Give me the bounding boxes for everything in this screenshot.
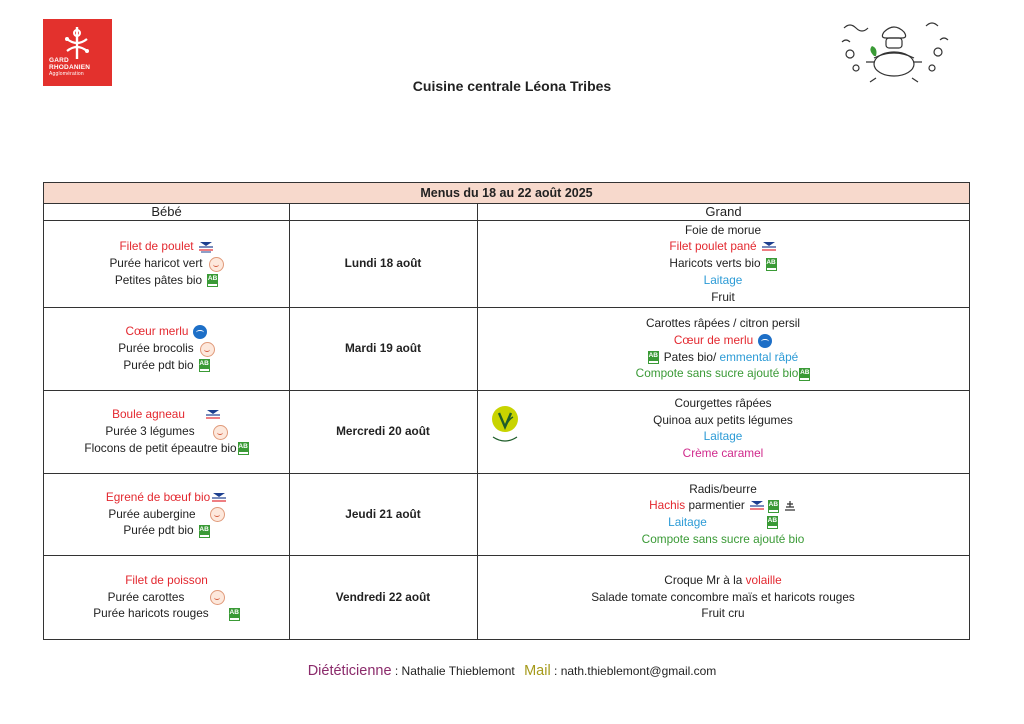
menu-item: Cœur de merlu xyxy=(673,332,754,347)
menu-item: emmental râpé xyxy=(719,349,799,364)
gard-rhodanien-logo xyxy=(43,19,112,86)
baby-face-icon xyxy=(210,590,225,605)
logo-line1: GARD xyxy=(49,57,69,64)
baby-face-icon xyxy=(209,257,224,272)
grand-menu-tuesday xyxy=(477,307,969,390)
menu-item: Purée pdt bio xyxy=(123,357,194,372)
mail-label: Mail xyxy=(524,663,551,679)
organic-ab-icon: AB xyxy=(799,368,810,381)
day-wednesday xyxy=(289,390,477,473)
menu-item: Filet poulet pané xyxy=(669,239,757,254)
menu-item: Pates bio/ xyxy=(663,349,717,364)
french-origin-icon xyxy=(749,499,765,513)
footer-contact xyxy=(0,663,1024,679)
menu-item: Foie de morue xyxy=(684,222,762,237)
menu-item: Boule agneau xyxy=(112,407,185,422)
day-tuesday xyxy=(289,307,477,390)
day-monday xyxy=(289,220,477,307)
label-rouge-icon xyxy=(783,500,797,512)
dietitian-name: Nathalie Thieblemont xyxy=(401,664,515,678)
menu-item: Purée haricot vert xyxy=(109,256,203,271)
menu-item: Crème caramel xyxy=(682,446,764,461)
grand-menu-wednesday xyxy=(477,390,969,473)
french-origin-icon xyxy=(761,240,777,254)
bebe-menu-tuesday xyxy=(44,307,289,390)
organic-ab-icon: AB xyxy=(199,525,210,538)
menu-item: Quinoa aux petits légumes xyxy=(653,412,793,427)
menu-item: volaille xyxy=(745,572,782,587)
day-label: Jeudi 21 août xyxy=(345,506,421,521)
organic-ab-icon: AB xyxy=(229,608,240,621)
menu-item: Purée 3 légumes xyxy=(105,424,195,439)
separator: : xyxy=(550,664,561,678)
french-origin-icon xyxy=(198,240,214,254)
menu-item: Fruit xyxy=(711,289,735,304)
baby-face-icon xyxy=(200,342,215,357)
menu-item: Purée brocolis xyxy=(118,341,194,356)
menu-item: Cœur merlu xyxy=(125,324,189,339)
day-thursday xyxy=(289,473,477,555)
organic-ab-icon: AB xyxy=(768,500,779,513)
chef-cooking-icon xyxy=(836,18,952,84)
separator: : xyxy=(391,664,402,678)
baby-face-icon xyxy=(213,425,228,440)
french-origin-icon xyxy=(211,491,227,505)
menu-item: Filet de poulet xyxy=(119,239,194,254)
bebe-menu-monday xyxy=(44,220,289,307)
menu-item: Salade tomate concombre maïs et haricots rouges xyxy=(591,589,855,604)
menu-item: Egrené de bœuf bio xyxy=(105,489,211,504)
menu-item: Flocons de petit épeautre bio xyxy=(84,440,237,455)
organic-ab-icon: AB xyxy=(238,442,249,455)
menu-item: Laitage xyxy=(668,515,707,529)
menu-item: Compote sans sucre ajouté bio xyxy=(641,531,805,546)
menu-item: Hachis xyxy=(649,498,686,513)
column-header-grand: Grand xyxy=(705,204,742,219)
menu-item: parmentier xyxy=(688,498,745,513)
grand-menu-thursday xyxy=(477,473,969,555)
baby-face-icon xyxy=(210,507,225,522)
bebe-menu-wednesday xyxy=(44,390,289,473)
mail-address[interactable]: nath.thieblemont@gmail.com xyxy=(560,664,717,678)
organic-ab-icon: AB xyxy=(767,516,778,529)
menu-item: Courgettes râpées xyxy=(674,396,772,410)
french-origin-icon xyxy=(205,408,221,422)
day-label: Mardi 19 août xyxy=(344,341,422,356)
menu-item: Laitage xyxy=(703,272,743,287)
menu-item: Radis/beurre xyxy=(689,481,757,496)
dietitian-label: Diététicienne xyxy=(307,663,392,679)
menu-item: Compote sans sucre ajouté bio xyxy=(635,366,799,381)
menu-item: Laitage xyxy=(703,429,743,444)
menu-item: Haricots verts bio xyxy=(669,256,761,271)
logo-mark-icon xyxy=(63,25,91,61)
day-friday xyxy=(289,555,477,639)
menu-item: Carottes râpées / citron persil xyxy=(645,316,801,331)
grand-menu-friday xyxy=(477,555,969,639)
day-label: Vendredi 22 août xyxy=(335,589,431,604)
day-label: Lundi 18 août xyxy=(344,256,422,271)
menu-item: Croque Mr à la xyxy=(664,572,743,587)
logo-line2: RHODANIEN xyxy=(49,64,91,71)
menu-item: Purée haricots rouges xyxy=(93,606,209,621)
page-title: Cuisine centrale Léona Tribes xyxy=(412,78,612,94)
sustainable-fishing-icon xyxy=(193,325,207,339)
logo-line3: Agglomération xyxy=(49,71,84,77)
menu-item: Purée aubergine xyxy=(108,506,196,521)
vegetarian-icon xyxy=(490,405,520,445)
bebe-menu-friday xyxy=(44,555,289,639)
organic-ab-icon: AB xyxy=(648,351,659,364)
menu-item: Purée carottes xyxy=(107,589,185,604)
bebe-menu-thursday xyxy=(44,473,289,555)
menu-item: Fruit cru xyxy=(701,606,745,621)
organic-ab-icon: AB xyxy=(207,274,218,287)
menu-item: Filet de poisson xyxy=(125,572,208,587)
sustainable-fishing-icon xyxy=(758,334,772,348)
menu-table-header: Menus du 18 au 22 août 2025 xyxy=(44,183,969,204)
organic-ab-icon: AB xyxy=(766,258,777,271)
menu-item: Petites pâtes bio xyxy=(114,272,203,287)
column-header-bebe: Bébé xyxy=(151,204,182,219)
grand-menu-monday xyxy=(477,220,969,307)
organic-ab-icon: AB xyxy=(199,359,210,372)
menu-item: Purée pdt bio xyxy=(123,523,194,538)
day-label: Mercredi 20 août xyxy=(336,424,430,439)
